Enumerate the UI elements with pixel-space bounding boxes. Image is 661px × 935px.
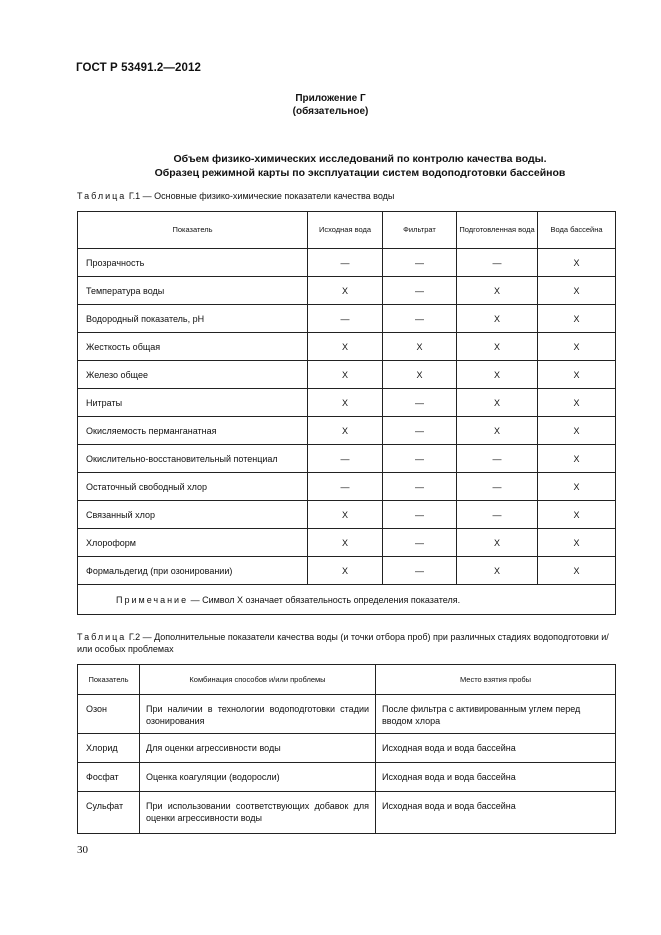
table1-row	[78, 501, 616, 529]
table1-row	[78, 361, 616, 389]
table1-row	[78, 473, 616, 501]
requirement-mark-cell: X	[308, 389, 383, 417]
indicator-cell: Озон	[78, 695, 140, 734]
document-title-line-2: Образец режимной карты по эксплуатации систем водоподготовки бассейнов	[154, 167, 566, 179]
requirement-mark-cell: X	[538, 389, 616, 417]
table2-header-row	[78, 665, 616, 695]
requirement-mark-cell: —	[308, 473, 383, 501]
indicator-cell: Сульфат	[78, 792, 140, 834]
table1-body	[78, 249, 616, 585]
requirement-mark-cell: —	[383, 501, 457, 529]
requirement-mark-cell: X	[457, 529, 538, 557]
table1-header-cell: Подготовленная вода	[457, 212, 538, 249]
appendix-heading	[0, 92, 661, 118]
requirement-mark-cell: —	[383, 277, 457, 305]
requirement-mark-cell: X	[308, 529, 383, 557]
table1-row	[78, 557, 616, 585]
indicator-name-cell: Окислительно-восстановительный потенциал	[78, 445, 308, 473]
requirement-mark-cell: —	[308, 305, 383, 333]
requirement-mark-cell: —	[457, 473, 538, 501]
table2-body	[78, 695, 616, 834]
indicator-name-cell: Железо общее	[78, 361, 308, 389]
requirement-mark-cell: X	[457, 305, 538, 333]
requirement-mark-cell: X	[457, 389, 538, 417]
indicator-name-cell: Остаточный свободный хлор	[78, 473, 308, 501]
table2-row	[78, 695, 616, 734]
note-label: Примечание	[116, 594, 189, 605]
requirement-mark-cell: X	[538, 361, 616, 389]
table1-header-cell: Показатель	[78, 212, 308, 249]
table2	[77, 664, 616, 834]
table2-row	[78, 792, 616, 834]
requirement-mark-cell: X	[457, 417, 538, 445]
indicator-name-cell: Хлороформ	[78, 529, 308, 557]
requirement-mark-cell: X	[308, 277, 383, 305]
table1-header-cell: Вода бассейна	[538, 212, 616, 249]
table2-caption-label: Таблица	[77, 632, 127, 642]
method-cell: При наличии в технологии водоподготовки стадии озонирования	[140, 695, 376, 734]
table1-header-cell: Фильтрат	[383, 212, 457, 249]
requirement-mark-cell: —	[383, 249, 457, 277]
requirement-mark-cell: —	[383, 557, 457, 585]
document-title-line-1: Объем физико-химических исследований по контролю качества воды.	[173, 153, 547, 165]
requirement-mark-cell: X	[383, 361, 457, 389]
indicator-name-cell: Окисляемость перманганатная	[78, 417, 308, 445]
requirement-mark-cell: X	[308, 361, 383, 389]
indicator-name-cell: Водородный показатель, рН	[78, 305, 308, 333]
requirement-mark-cell: X	[457, 361, 538, 389]
requirement-mark-cell: X	[538, 333, 616, 361]
table1-row	[78, 305, 616, 333]
appendix-title: Приложение Г	[295, 93, 366, 104]
sampling-place-cell: Исходная вода и вода бассейна	[376, 734, 616, 763]
standard-code: ГОСТ Р 53491.2—2012	[76, 62, 201, 74]
requirement-mark-cell: X	[538, 305, 616, 333]
indicator-name-cell: Формальдегид (при озонировании)	[78, 557, 308, 585]
table1-row	[78, 445, 616, 473]
requirement-mark-cell: X	[538, 501, 616, 529]
table1-row	[78, 333, 616, 361]
requirement-mark-cell: —	[308, 445, 383, 473]
table1-header-row	[78, 212, 616, 249]
requirement-mark-cell: —	[457, 445, 538, 473]
table2-row	[78, 763, 616, 792]
table2-row	[78, 734, 616, 763]
requirement-mark-cell: —	[308, 249, 383, 277]
table1-header-cell: Исходная вода	[308, 212, 383, 249]
requirement-mark-cell: X	[538, 557, 616, 585]
table1	[77, 211, 616, 615]
requirement-mark-cell: X	[457, 277, 538, 305]
document-title	[60, 152, 660, 180]
requirement-mark-cell: X	[308, 557, 383, 585]
requirement-mark-cell: —	[457, 501, 538, 529]
requirement-mark-cell: —	[383, 305, 457, 333]
indicator-name-cell: Прозрачность	[78, 249, 308, 277]
indicator-cell: Фосфат	[78, 763, 140, 792]
table1-row	[78, 389, 616, 417]
appendix-status: (обязательное)	[292, 106, 369, 117]
requirement-mark-cell: X	[538, 277, 616, 305]
method-cell: При использовании соответствующих добавок для оценки агрессивности воды	[140, 792, 376, 834]
requirement-mark-cell: X	[308, 417, 383, 445]
requirement-mark-cell: X	[538, 417, 616, 445]
indicator-name-cell: Нитраты	[78, 389, 308, 417]
requirement-mark-cell: —	[383, 529, 457, 557]
table1-row	[78, 277, 616, 305]
requirement-mark-cell: —	[383, 473, 457, 501]
table1-caption-label: Таблица	[77, 191, 127, 201]
table1-caption-text: Г.1 — Основные физико-химические показатели качества воды	[128, 191, 395, 201]
indicator-name-cell: Жесткость общая	[78, 333, 308, 361]
indicator-name-cell: Температура воды	[78, 277, 308, 305]
requirement-mark-cell: X	[383, 333, 457, 361]
sampling-place-cell: После фильтра с активированным углем перед вводом хлора	[376, 695, 616, 734]
requirement-mark-cell: —	[457, 249, 538, 277]
requirement-mark-cell: X	[308, 333, 383, 361]
table2-header-cell: Место взятия пробы	[376, 665, 616, 695]
page-number: 30	[77, 844, 88, 856]
requirement-mark-cell: X	[457, 557, 538, 585]
sampling-place-cell: Исходная вода и вода бассейна	[376, 763, 616, 792]
table1-row	[78, 417, 616, 445]
indicator-cell: Хлорид	[78, 734, 140, 763]
table1-row	[78, 249, 616, 277]
table1-note-row	[78, 585, 616, 615]
table1-row	[78, 529, 616, 557]
requirement-mark-cell: X	[457, 333, 538, 361]
table1-note	[78, 585, 616, 615]
note-text: — Символ X означает обязательность определения показателя.	[188, 594, 461, 605]
table1-caption	[77, 191, 394, 201]
requirement-mark-cell: X	[538, 445, 616, 473]
table2-header-cell: Комбинация способов и/или проблемы	[140, 665, 376, 695]
indicator-name-cell: Связанный хлор	[78, 501, 308, 529]
requirement-mark-cell: X	[308, 501, 383, 529]
table2-caption	[77, 631, 619, 655]
requirement-mark-cell: X	[538, 529, 616, 557]
sampling-place-cell: Исходная вода и вода бассейна	[376, 792, 616, 834]
requirement-mark-cell: X	[538, 249, 616, 277]
requirement-mark-cell: —	[383, 445, 457, 473]
method-cell: Оценка коагуляции (водоросли)	[140, 763, 376, 792]
requirement-mark-cell: X	[538, 473, 616, 501]
requirement-mark-cell: —	[383, 417, 457, 445]
table2-header-cell: Показатель	[78, 665, 140, 695]
table2-caption-text: Г.2 — Дополнительные показатели качества воды (и точки отбора проб) при различных стадиях водоподготовки и/или особых проблемах	[77, 632, 609, 654]
requirement-mark-cell: —	[383, 389, 457, 417]
method-cell: Для оценки агрессивности воды	[140, 734, 376, 763]
